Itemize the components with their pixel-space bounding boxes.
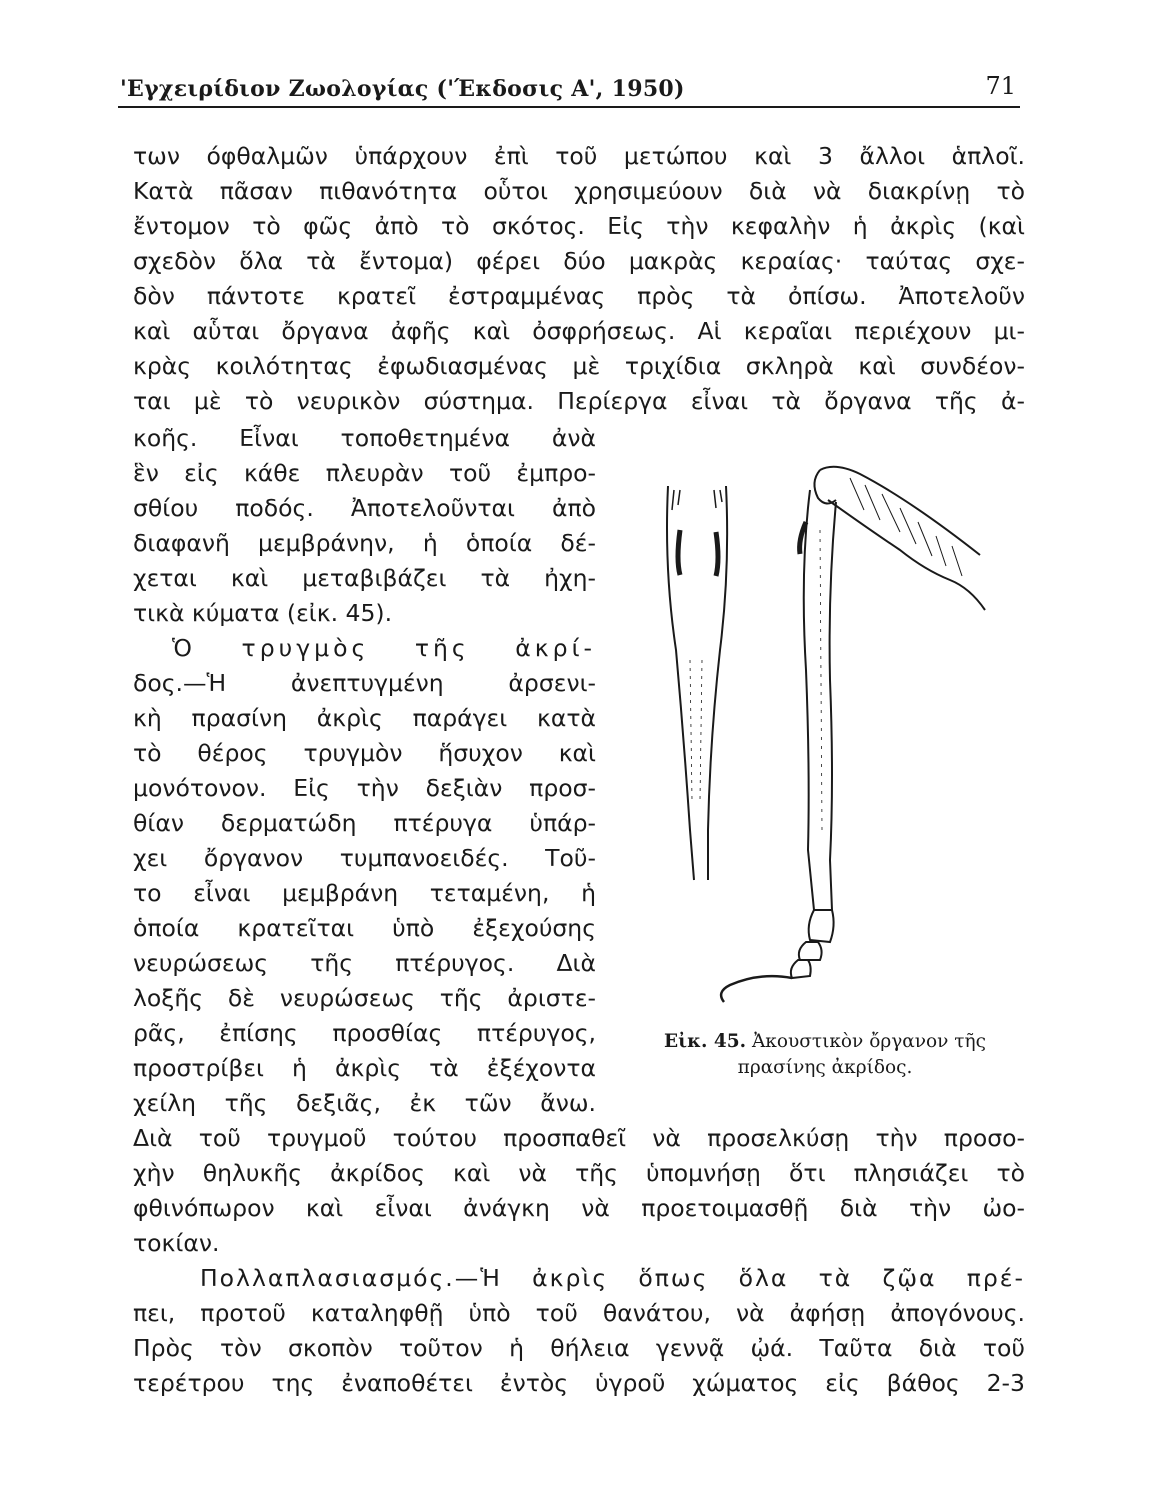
section-heading-line: Ὁ τρυγμὸς τῆς ἀκρί- bbox=[172, 634, 596, 662]
text-line: σθίου ποδός. Ἀποτελοῦνται ἀπὸ bbox=[133, 494, 596, 522]
text-line: σχεδὸν ὅλα τὰ ἔντομα) φέρει δύο μακρὰς κεραίας· ταύτας σχε- bbox=[133, 247, 1025, 275]
book-title: 'Εγχειρίδιον Ζωολογίας ('Έκδοσις Α', 1950) bbox=[120, 76, 685, 102]
tibia-right-outline bbox=[830, 502, 836, 910]
text-line: ρᾶς, ἐπίσης προσθίας πτέρυγος, bbox=[133, 1019, 596, 1047]
text-line: δὸν πάντοτε κρατεῖ ἐστραμμένας πρὸς τὰ ὀπίσω. Ἀποτελοῦν bbox=[133, 282, 1025, 310]
text-line: λοξῆς δὲ νευρώσεως τῆς ἀριστε- bbox=[133, 984, 596, 1012]
text-line: τὸ θέρος τρυγμὸν ἥσυχον καὶ bbox=[133, 739, 596, 767]
text-line: προστρίβει ἡ ἀκρὶς τὰ ἐξέχοντα bbox=[133, 1054, 596, 1082]
page-number: 71 bbox=[985, 72, 1016, 100]
text-line: φθινόπωρον καὶ εἶναι ἀνάγκη νὰ προετοιμασθῇ διὰ τὴν ὠο- bbox=[133, 1194, 1025, 1222]
text-line: θίαν δερματώδη πτέρυγα ὑπάρ- bbox=[133, 809, 596, 837]
text-line: Κατὰ πᾶσαν πιθανότητα οὗτοι χρησιμεύουν διὰ νὰ διακρίνῃ τὸ bbox=[133, 177, 1025, 205]
text-line: τοκίαν. bbox=[133, 1229, 220, 1257]
text-line: κρὰς κοιλότητας ἐφωδιασμένας μὲ τριχίδια σκληρὰ καὶ συνδέον- bbox=[133, 352, 1025, 380]
text-line: κοῆς. Εἶναι τοποθετημένα ἀνὰ bbox=[133, 424, 596, 452]
figure-label: Εἰκ. 45. bbox=[664, 1031, 747, 1052]
text-line: χεται καὶ μεταβιβάζει τὰ ἠχη- bbox=[133, 564, 596, 592]
text-line: κὴ πρασίνη ἀκρὶς παράγει κατὰ bbox=[133, 704, 596, 732]
text-line: καὶ αὗται ὄργανα ἀφῆς καὶ ὀσφρήσεως. Αἱ κεραῖαι περιέχουν μι- bbox=[133, 317, 1025, 345]
text-line: τικὰ κύματα (εἰκ. 45). bbox=[133, 599, 393, 627]
text-line: τερέτρου της ἐναποθέτει ἐντὸς ὑγροῦ χώματος εἰς βάθος 2-3 bbox=[133, 1369, 1025, 1397]
text-line: νευρώσεως τῆς πτέρυγος. Διὰ bbox=[133, 949, 596, 977]
text-line: Διὰ τοῦ τρυγμοῦ τούτου προσπαθεῖ νὰ προσελκύσῃ τὴν προσο- bbox=[133, 1124, 1025, 1152]
section-heading-line: Πολλαπλασιασμός.—Ἡ ἀκρὶς ὅπως ὅλα τὰ ζῷα πρέ- bbox=[200, 1264, 1025, 1292]
text-line: ὁποία κρατεῖται ὑπὸ ἐξεχούσης bbox=[133, 914, 596, 942]
text-line: ἔντομον τὸ φῶς ἀπὸ τὸ σκότος. Εἰς τὴν κεφαλὴν ἡ ἀκρὶς (καὶ bbox=[133, 212, 1025, 240]
text-line: χει ὄργανον τυμπανοειδές. Τοῦ- bbox=[133, 844, 596, 872]
text-line: ται μὲ τὸ νευρικὸν σύστημα. Περίεργα εἶναι τὰ ὄργανα τῆς ἀ- bbox=[133, 387, 1025, 415]
figure-caption-line: Ἀκουστικὸν ὄργανον τῆς bbox=[751, 1031, 986, 1052]
text-line: διαφανῆ μεμβράνην, ἡ ὁποία δέ- bbox=[133, 529, 596, 557]
text-line: ἓν εἰς κάθε πλευρὰν τοῦ ἐμπρο- bbox=[133, 459, 596, 487]
text-line: των όφθαλμῶν ὑπάρχουν ἐπὶ τοῦ μετώπου καὶ 3 ἄλλοι ἁπλοῖ. bbox=[133, 142, 1025, 170]
running-header bbox=[118, 66, 1020, 108]
figure-45-illustration bbox=[650, 450, 1000, 1010]
figure-caption-line: πρασίνης ἀκρίδος. bbox=[737, 1057, 913, 1078]
text-line: το εἶναι μεμβράνη τεταμένη, ἡ bbox=[133, 879, 596, 907]
text-line: πει, προτοῦ καταληφθῇ ὑπὸ τοῦ θανάτου, νὰ ἀφήσῃ ἀπογόνους. bbox=[133, 1299, 1025, 1327]
text-line: δος.—Ἡ ἀνεπτυγμένη ἀρσενι- bbox=[133, 669, 596, 697]
text-line: χείλη τῆς δεξιᾶς, ἐκ τῶν ἄνω. bbox=[133, 1089, 596, 1117]
figure-caption bbox=[615, 1028, 1035, 1056]
tibia-right-outline bbox=[804, 490, 814, 910]
text-line: Πρὸς τὸν σκοπὸν τοῦτον ἡ θήλεια γεννᾷ ᾠά. Ταῦτα διὰ τοῦ bbox=[133, 1334, 1025, 1362]
text-line: χὴν θηλυκῆς ἀκρίδος καὶ νὰ τῆς ὑπομνήσῃ ὅτι πλησιάζει τὸ bbox=[133, 1159, 1025, 1187]
text-line: μονότονον. Εἰς τὴν δεξιὰν προσ- bbox=[133, 774, 596, 802]
